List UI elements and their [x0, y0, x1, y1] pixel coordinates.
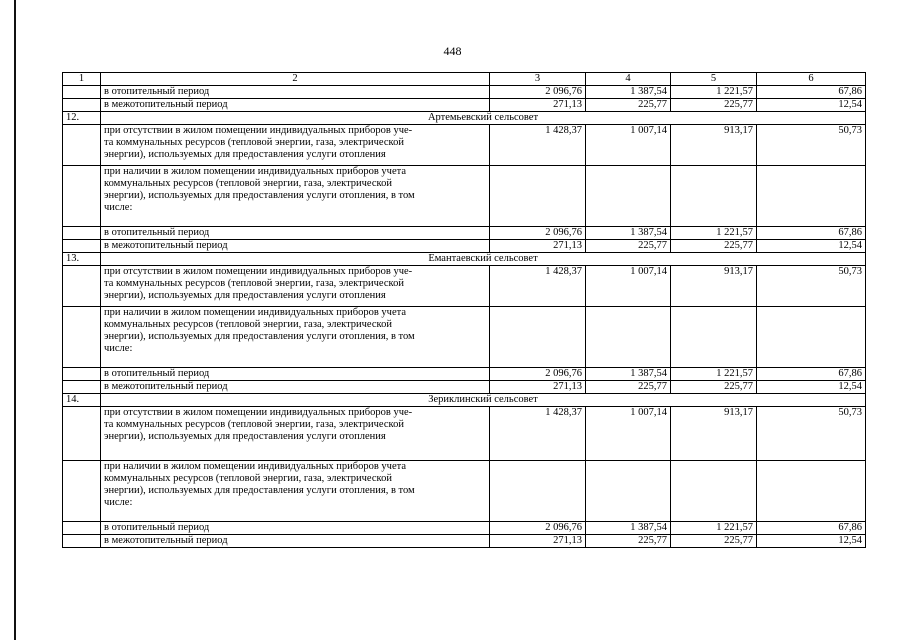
section-number: 14. [63, 394, 101, 407]
row-description [101, 166, 490, 227]
number-cell [63, 86, 101, 99]
description-line: та коммунальных ресурсов (тепловой энергии, газа, электрической [104, 137, 404, 148]
value-cell [671, 307, 757, 368]
description-line: энергии), используемых для предоставления услуги отопления, в том [104, 485, 415, 496]
row-description [101, 407, 490, 461]
description-line: энергии), используемых для предоставления услуги отопления [104, 149, 386, 160]
description-line: та коммунальных ресурсов (тепловой энергии, газа, электрической [104, 419, 404, 430]
row-label: в отопительный период [101, 522, 490, 535]
row-label: в межотопительный период [101, 99, 490, 112]
value-cell: 67,86 [757, 522, 866, 535]
number-cell [63, 368, 101, 381]
value-cell: 50,73 [757, 407, 866, 461]
value-cell: 1 387,54 [586, 86, 671, 99]
value-cell: 271,13 [490, 240, 586, 253]
table-header-row [63, 73, 866, 86]
table-row [63, 535, 866, 548]
section-title: Зериклинский сельсовет [101, 394, 866, 407]
value-cell: 225,77 [586, 535, 671, 548]
number-cell [63, 522, 101, 535]
value-cell: 2 096,76 [490, 522, 586, 535]
value-cell [490, 461, 586, 522]
number-cell [63, 307, 101, 368]
value-cell [757, 166, 866, 227]
table-row [63, 86, 866, 99]
number-cell [63, 125, 101, 166]
section-number: 13. [63, 253, 101, 266]
value-cell: 50,73 [757, 125, 866, 166]
value-cell: 50,73 [757, 266, 866, 307]
description-line: при отсутствии в жилом помещении индивидуальных приборов уче- [104, 125, 413, 136]
value-cell: 913,17 [671, 125, 757, 166]
value-cell [586, 461, 671, 522]
value-cell [490, 166, 586, 227]
header-cell: 4 [586, 73, 671, 86]
value-cell: 271,13 [490, 99, 586, 112]
value-cell: 1 221,57 [671, 368, 757, 381]
value-cell: 225,77 [586, 240, 671, 253]
table-row [63, 240, 866, 253]
number-cell [63, 240, 101, 253]
description-line: энергии), используемых для предоставления услуги отопления [104, 431, 386, 442]
table-row [63, 227, 866, 240]
header-cell: 3 [490, 73, 586, 86]
table-row [63, 266, 866, 307]
value-cell: 225,77 [671, 240, 757, 253]
value-cell: 2 096,76 [490, 368, 586, 381]
number-cell [63, 227, 101, 240]
description-line: при отсутствии в жилом помещении индивидуальных приборов уче- [104, 266, 413, 277]
row-description [101, 266, 490, 307]
value-cell: 12,54 [757, 99, 866, 112]
value-cell: 1 387,54 [586, 522, 671, 535]
description-line: коммунальных ресурсов (тепловой энергии, газа, электрической [104, 178, 392, 189]
table-row [63, 368, 866, 381]
section-number: 12. [63, 112, 101, 125]
value-cell [490, 307, 586, 368]
table-row [63, 307, 866, 368]
value-cell: 1 387,54 [586, 227, 671, 240]
description-line: числе: [104, 497, 133, 508]
value-cell: 1 007,14 [586, 125, 671, 166]
description-line: при отсутствии в жилом помещении индивидуальных приборов уче- [104, 407, 413, 418]
value-cell: 67,86 [757, 227, 866, 240]
value-cell [586, 307, 671, 368]
page-edge-line [14, 0, 16, 640]
value-cell: 1 007,14 [586, 407, 671, 461]
table-row [63, 381, 866, 394]
value-cell: 225,77 [671, 99, 757, 112]
row-label: в межотопительный период [101, 381, 490, 394]
description-line: числе: [104, 343, 133, 354]
value-cell: 1 428,37 [490, 407, 586, 461]
description-line: энергии), используемых для предоставления услуги отопления [104, 290, 386, 301]
value-cell [757, 461, 866, 522]
table-row [63, 407, 866, 461]
value-cell [671, 461, 757, 522]
table-row [63, 522, 866, 535]
number-cell [63, 166, 101, 227]
value-cell: 225,77 [671, 535, 757, 548]
value-cell: 12,54 [757, 535, 866, 548]
value-cell [586, 166, 671, 227]
value-cell: 12,54 [757, 381, 866, 394]
section-header-row [63, 394, 866, 407]
value-cell: 67,86 [757, 86, 866, 99]
header-cell: 1 [63, 73, 101, 86]
section-header-row [63, 253, 866, 266]
value-cell: 1 428,37 [490, 266, 586, 307]
section-title: Емантаевский сельсовет [101, 253, 866, 266]
value-cell: 225,77 [586, 381, 671, 394]
description-line: числе: [104, 202, 133, 213]
value-cell: 913,17 [671, 266, 757, 307]
table-row [63, 461, 866, 522]
row-label: в межотопительный период [101, 240, 490, 253]
value-cell: 1 387,54 [586, 368, 671, 381]
row-label: в межотопительный период [101, 535, 490, 548]
value-cell: 271,13 [490, 535, 586, 548]
value-cell: 271,13 [490, 381, 586, 394]
header-cell: 2 [101, 73, 490, 86]
tariff-table [62, 72, 866, 548]
row-description [101, 461, 490, 522]
description-line: коммунальных ресурсов (тепловой энергии, газа, электрической [104, 319, 392, 330]
description-line: при наличии в жилом помещении индивидуальных приборов учета [104, 461, 406, 472]
value-cell: 1 428,37 [490, 125, 586, 166]
value-cell: 67,86 [757, 368, 866, 381]
value-cell: 1 007,14 [586, 266, 671, 307]
number-cell [63, 99, 101, 112]
row-label: в отопительный период [101, 368, 490, 381]
table-row [63, 99, 866, 112]
number-cell [63, 381, 101, 394]
value-cell: 2 096,76 [490, 86, 586, 99]
value-cell [757, 307, 866, 368]
value-cell: 2 096,76 [490, 227, 586, 240]
value-cell [671, 166, 757, 227]
section-title: Артемьевский сельсовет [101, 112, 866, 125]
row-description [101, 307, 490, 368]
value-cell: 1 221,57 [671, 86, 757, 99]
value-cell: 1 221,57 [671, 522, 757, 535]
number-cell [63, 535, 101, 548]
value-cell: 1 221,57 [671, 227, 757, 240]
value-cell: 12,54 [757, 240, 866, 253]
row-label: в отопительный период [101, 227, 490, 240]
row-description [101, 125, 490, 166]
value-cell: 913,17 [671, 407, 757, 461]
description-line: энергии), используемых для предоставления услуги отопления, в том [104, 190, 415, 201]
description-line: при наличии в жилом помещении индивидуальных приборов учета [104, 307, 406, 318]
header-cell: 5 [671, 73, 757, 86]
value-cell: 225,77 [671, 381, 757, 394]
page-number: 448 [443, 44, 462, 58]
row-label: в отопительный период [101, 86, 490, 99]
description-line: энергии), используемых для предоставления услуги отопления, в том [104, 331, 415, 342]
table-row [63, 125, 866, 166]
number-cell [63, 266, 101, 307]
value-cell: 225,77 [586, 99, 671, 112]
number-cell [63, 407, 101, 461]
table-row [63, 166, 866, 227]
header-cell: 6 [757, 73, 866, 86]
description-line: коммунальных ресурсов (тепловой энергии, газа, электрической [104, 473, 392, 484]
description-line: при наличии в жилом помещении индивидуальных приборов учета [104, 166, 406, 177]
number-cell [63, 461, 101, 522]
description-line: та коммунальных ресурсов (тепловой энергии, газа, электрической [104, 278, 404, 289]
section-header-row [63, 112, 866, 125]
